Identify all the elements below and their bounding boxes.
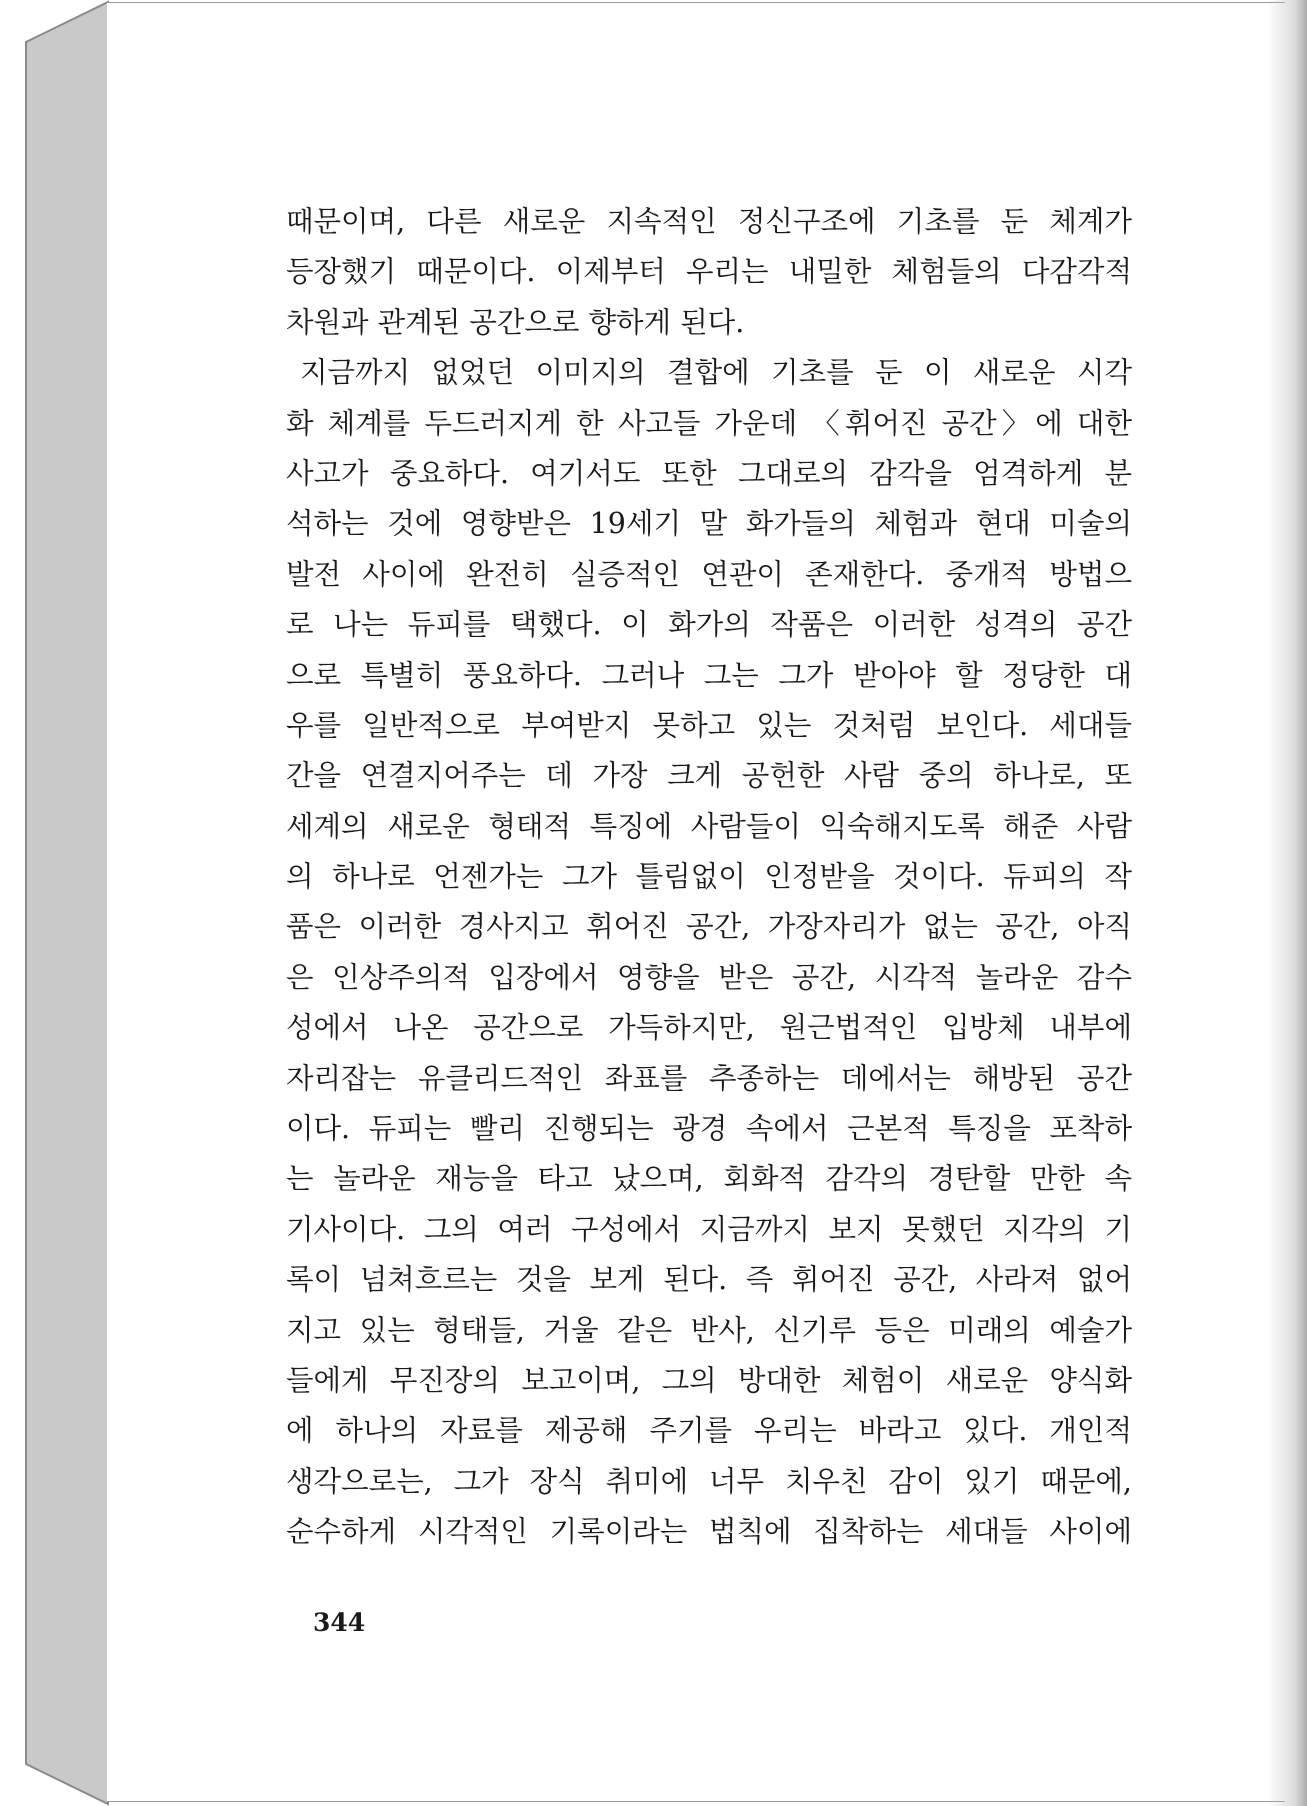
- text-line: 사고가 중요하다. 여기서도 또한 그대로의 감각을 엄격하게 분: [286, 456, 1132, 490]
- text-line: 석하는 것에 영향받은 19세기 말 화가들의 체험과 현대 미술의: [286, 507, 1132, 541]
- text-line: 기사이다. 그의 여러 구성에서 지금까지 보지 못했던 지각의 기: [286, 1212, 1132, 1246]
- text-line: 세계의 새로운 형태적 특징에 사람들이 익숙해지도록 해준 사람: [286, 809, 1132, 843]
- text-line: 들에게 무진장의 보고이며, 그의 방대한 체험이 새로운 양식화: [286, 1363, 1132, 1397]
- text-line: 발전 사이에 완전히 실증적인 연관이 존재한다. 중개적 방법으: [286, 557, 1132, 591]
- text-line: 이다. 듀피는 빨리 진행되는 광경 속에서 근본적 특징을 포착하: [286, 1112, 1132, 1146]
- text-line: 은 인상주의적 입장에서 영향을 받은 공간, 시각적 놀라운 감수: [286, 960, 1132, 994]
- text-line: 차원과 관계된 공간으로 향하게 된다.: [286, 305, 745, 339]
- text-line: 품은 이러한 경사지고 휘어진 공간, 가장자리가 없는 공간, 아직: [286, 910, 1132, 944]
- text-line: 록이 넘쳐흐르는 것을 보게 된다. 즉 휘어진 공간, 사라져 없어: [286, 1263, 1132, 1297]
- text-line: 로 나는 듀피를 택했다. 이 화가의 작품은 이러한 성격의 공간: [286, 608, 1132, 642]
- text-line: 우를 일반적으로 부여받지 못하고 있는 것처럼 보인다. 세대들: [286, 708, 1132, 742]
- body-text: [286, 197, 1132, 1558]
- text-line: 지고 있는 형태들, 거울 같은 반사, 신기루 등은 미래의 예술가: [286, 1313, 1132, 1347]
- text-line: 순수하게 시각적인 기록이라는 법칙에 집착하는 세대들 사이에: [286, 1515, 1132, 1549]
- text-line: 자리잡는 유클리드적인 좌표를 추종하는 데에서는 해방된 공간: [286, 1061, 1132, 1095]
- text-line: 때문이며, 다른 새로운 지속적인 정신구조에 기초를 둔 체계가: [286, 205, 1132, 238]
- book-spine: [0, 0, 110, 1806]
- text-line: 지금까지 없었던 이미지의 결합에 기초를 둔 이 새로운 시각: [300, 356, 1132, 390]
- text-line: 에 하나의 자료를 제공해 주기를 우리는 바라고 있다. 개인적: [286, 1414, 1132, 1448]
- text-line: 는 놀라운 재능을 타고 났으며, 회화적 감각의 경탄할 만한 속: [286, 1162, 1132, 1196]
- text-line: 간을 연결지어주는 데 가장 크게 공헌한 사람 중의 하나로, 또: [286, 759, 1132, 793]
- text-line: 의 하나로 언젠가는 그가 틀림없이 인정받을 것이다. 듀피의 작: [286, 860, 1132, 894]
- text-line: 성에서 나온 공간으로 가득하지만, 원근법적인 입방체 내부에: [286, 1011, 1132, 1045]
- page-number: 344: [313, 1608, 366, 1637]
- text-line: 생각으로는, 그가 장식 취미에 너무 치우친 감이 있기 때문에,: [286, 1464, 1132, 1498]
- text-line: 등장했기 때문이다. 이제부터 우리는 내밀한 체험들의 다감각적: [286, 255, 1132, 289]
- page-edge-shadow: [1267, 0, 1307, 1806]
- text-line: 으로 특별히 풍요하다. 그러나 그는 그가 받아야 할 정당한 대: [286, 658, 1132, 692]
- text-line: 화 체계를 두드러지게 한 사고들 가운데 〈휘어진 공간〉에 대한: [286, 406, 1132, 440]
